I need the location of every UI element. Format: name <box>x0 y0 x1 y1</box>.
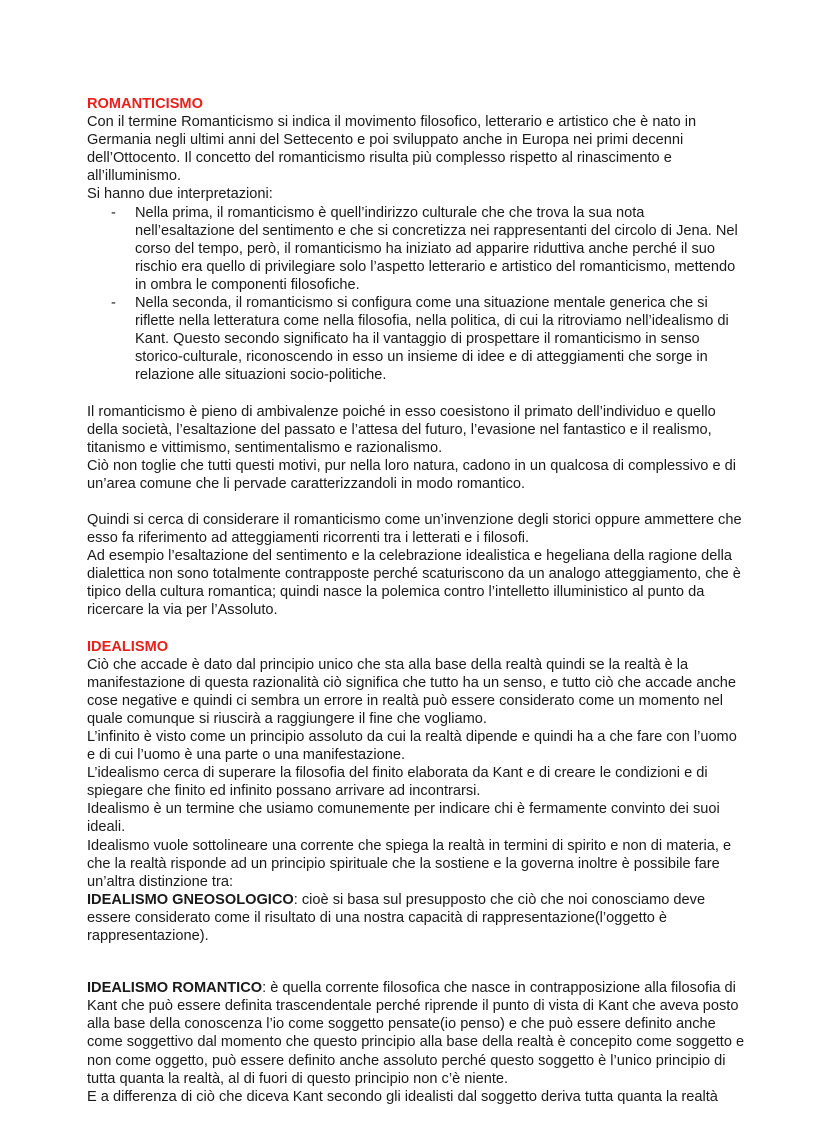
paragraph-idealismo-1: Ciò che accade è dato dal principio unico che sta alla base della realtà quindi se la realtà è la manifestazione di questa razionalità ciò significa che tutto ha un senso, e tutto ciò che accade anche cose negative e quindi ci sembra un errore in realtà può essere considerato come un momento nel quale comunque si riuscirà a raggiungere il fine che vogliamo. <box>87 656 737 727</box>
term-gneosologico: IDEALISMO GNEOSOLOGICO <box>87 891 294 908</box>
paragraph-idealismo-5: Idealismo vuole sottolineare una corrente che spiega la realtà in termini di spirito e non di materia, e che la realtà risponde ad un principio spirituale che la sostiene e la governa inoltre è possibile fare un’altra distinzione tra: <box>87 837 732 890</box>
spacer <box>87 945 747 979</box>
list-dash: - <box>111 204 116 221</box>
list-item-text: Nella prima, il romanticismo è quell’indirizzo culturale che che trova la sua nota nell’esaltazione del sentimento e che si concretizza nei rappresentanti del circolo di Jena. Nel corso del tempo, però, il romanticismo ha iniziato ad apparire riduttiva anche perché il suo rischio era quello di privilegiare solo l’aspetto letterario e artistico del romanticismo, mettendo in ombra le componenti filosofiche. <box>135 204 738 293</box>
list-item <box>87 294 747 384</box>
paragraph-ambivalenze: Il romanticismo è pieno di ambivalenze poiché in esso coesistono il primato dell’individuo e quello della società, l’esaltazione del passato e l’attesa del futuro, l’evasione nel fantastico e il realismo, titanismo e vittimismo, sentimentalismo e razionalismo. <box>87 403 716 456</box>
interpretations-list <box>87 204 747 385</box>
paragraph-idealismo-2: L’infinito è visto come un principio assoluto da cui la realtà dipende e quindi ha a che fare con l’uomo e di cui l’uomo è una parte o una manifestazione. <box>87 729 737 764</box>
list-item <box>87 204 747 294</box>
term-romantico: IDEALISMO ROMANTICO <box>87 980 263 997</box>
paragraph-interpretations-intro: Si hanno due interpretazioni: <box>87 186 273 203</box>
paragraph-idealismo-romantico <box>87 979 747 1088</box>
paragraph-esempio: Ad esempio l’esaltazione del sentimento e la celebrazione idealistica e hegeliana della ragione della dialettica non sono totalmente contrapposte perché scaturiscono da un analogo atteggiamento, che è tipico della cultura romantica; quindi nasce la polemica contro l’intelletto illuministico al punto da ricercare la via per l’Assoluto. <box>87 548 741 619</box>
definition-romantico: : è quella corrente filosofica che nasce in contrapposizione alla filosofia di Kant che può essere definita trascendentale perché riprende il punto di vista di Kant che aveva posto alla base della conoscenza l’io come soggetto pensate(io penso) e che può essere definito anche come soggettivo dal momento che questo principio alla base della realtà è concepito come soggetto e non come oggetto, può essere definito anche assoluto perché questo soggetto è l’unico principio di tutta quanta la realtà, al di fuori di questo principio non c’è niente. <box>87 980 745 1087</box>
list-dash: - <box>111 295 116 312</box>
paragraph-idealismo-final: E a differenza di ciò che diceva Kant secondo gli idealisti dal soggetto deriva tutta quanta la realtà <box>87 1088 718 1105</box>
paragraph-motivi: Ciò non toglie che tutti questi motivi, pur nella loro natura, cadono in un qualcosa di complessivo e di un’area comune che li pervade caratterizzandoli in modo romantico. <box>87 457 736 492</box>
paragraph-idealismo-3: L’idealismo cerca di superare la filosofia del finito elaborata da Kant e di creare le condizioni e di spiegare che finito ed infinito possano arrivare ad incontrarsi. <box>87 765 708 800</box>
definition-gneosologico: : cioè si basa sul presupposto che ciò che noi conosciamo deve essere considerato come il risultato di una nostra capacità di rappresentazione(l’oggetto è rappresentazione). <box>87 891 706 945</box>
spacer <box>87 385 747 403</box>
heading-romanticismo: ROMANTICISMO <box>87 96 203 112</box>
paragraph-intro: Con il termine Romanticismo si indica il movimento filosofico, letterario e artistico che è nato in Germania negli ultimi anni del Settecento e poi sviluppato anche in Europa nei primi decenni dell’Ottocento. Il concetto del romanticismo risulta più complesso rispetto al rinascimento e all’illuminismo. <box>87 114 697 185</box>
spacer <box>87 620 747 638</box>
paragraph-idealismo-gneosologico <box>87 891 747 945</box>
paragraph-idealismo-4: Idealismo è un termine che usiamo comunemente per indicare chi è fermamente convinto dei suoi ideali. <box>87 801 720 836</box>
paragraph-invenzione: Quindi si cerca di considerare il romanticismo come un’invenzione degli storici oppure ammettere che esso fa riferimento ad atteggiamenti ricorrenti tra i letterati e i filosofi. <box>87 511 742 547</box>
heading-idealismo: IDEALISMO <box>87 638 169 655</box>
list-item-text: Nella seconda, il romanticismo si configura come una situazione mentale generica che si riflette nella letteratura come nella filosofia, nella politica, di cui la ritroviamo nell’idealismo di Kant. Questo secondo significato ha il vantaggio di prospettare il romanticismo in senso storico-culturale, riconoscendo in esso un insieme di idee e di atteggiamenti che sorge in relazione alle situazioni socio-politiche. <box>135 295 729 384</box>
spacer <box>87 493 747 511</box>
document-page <box>87 95 747 1106</box>
